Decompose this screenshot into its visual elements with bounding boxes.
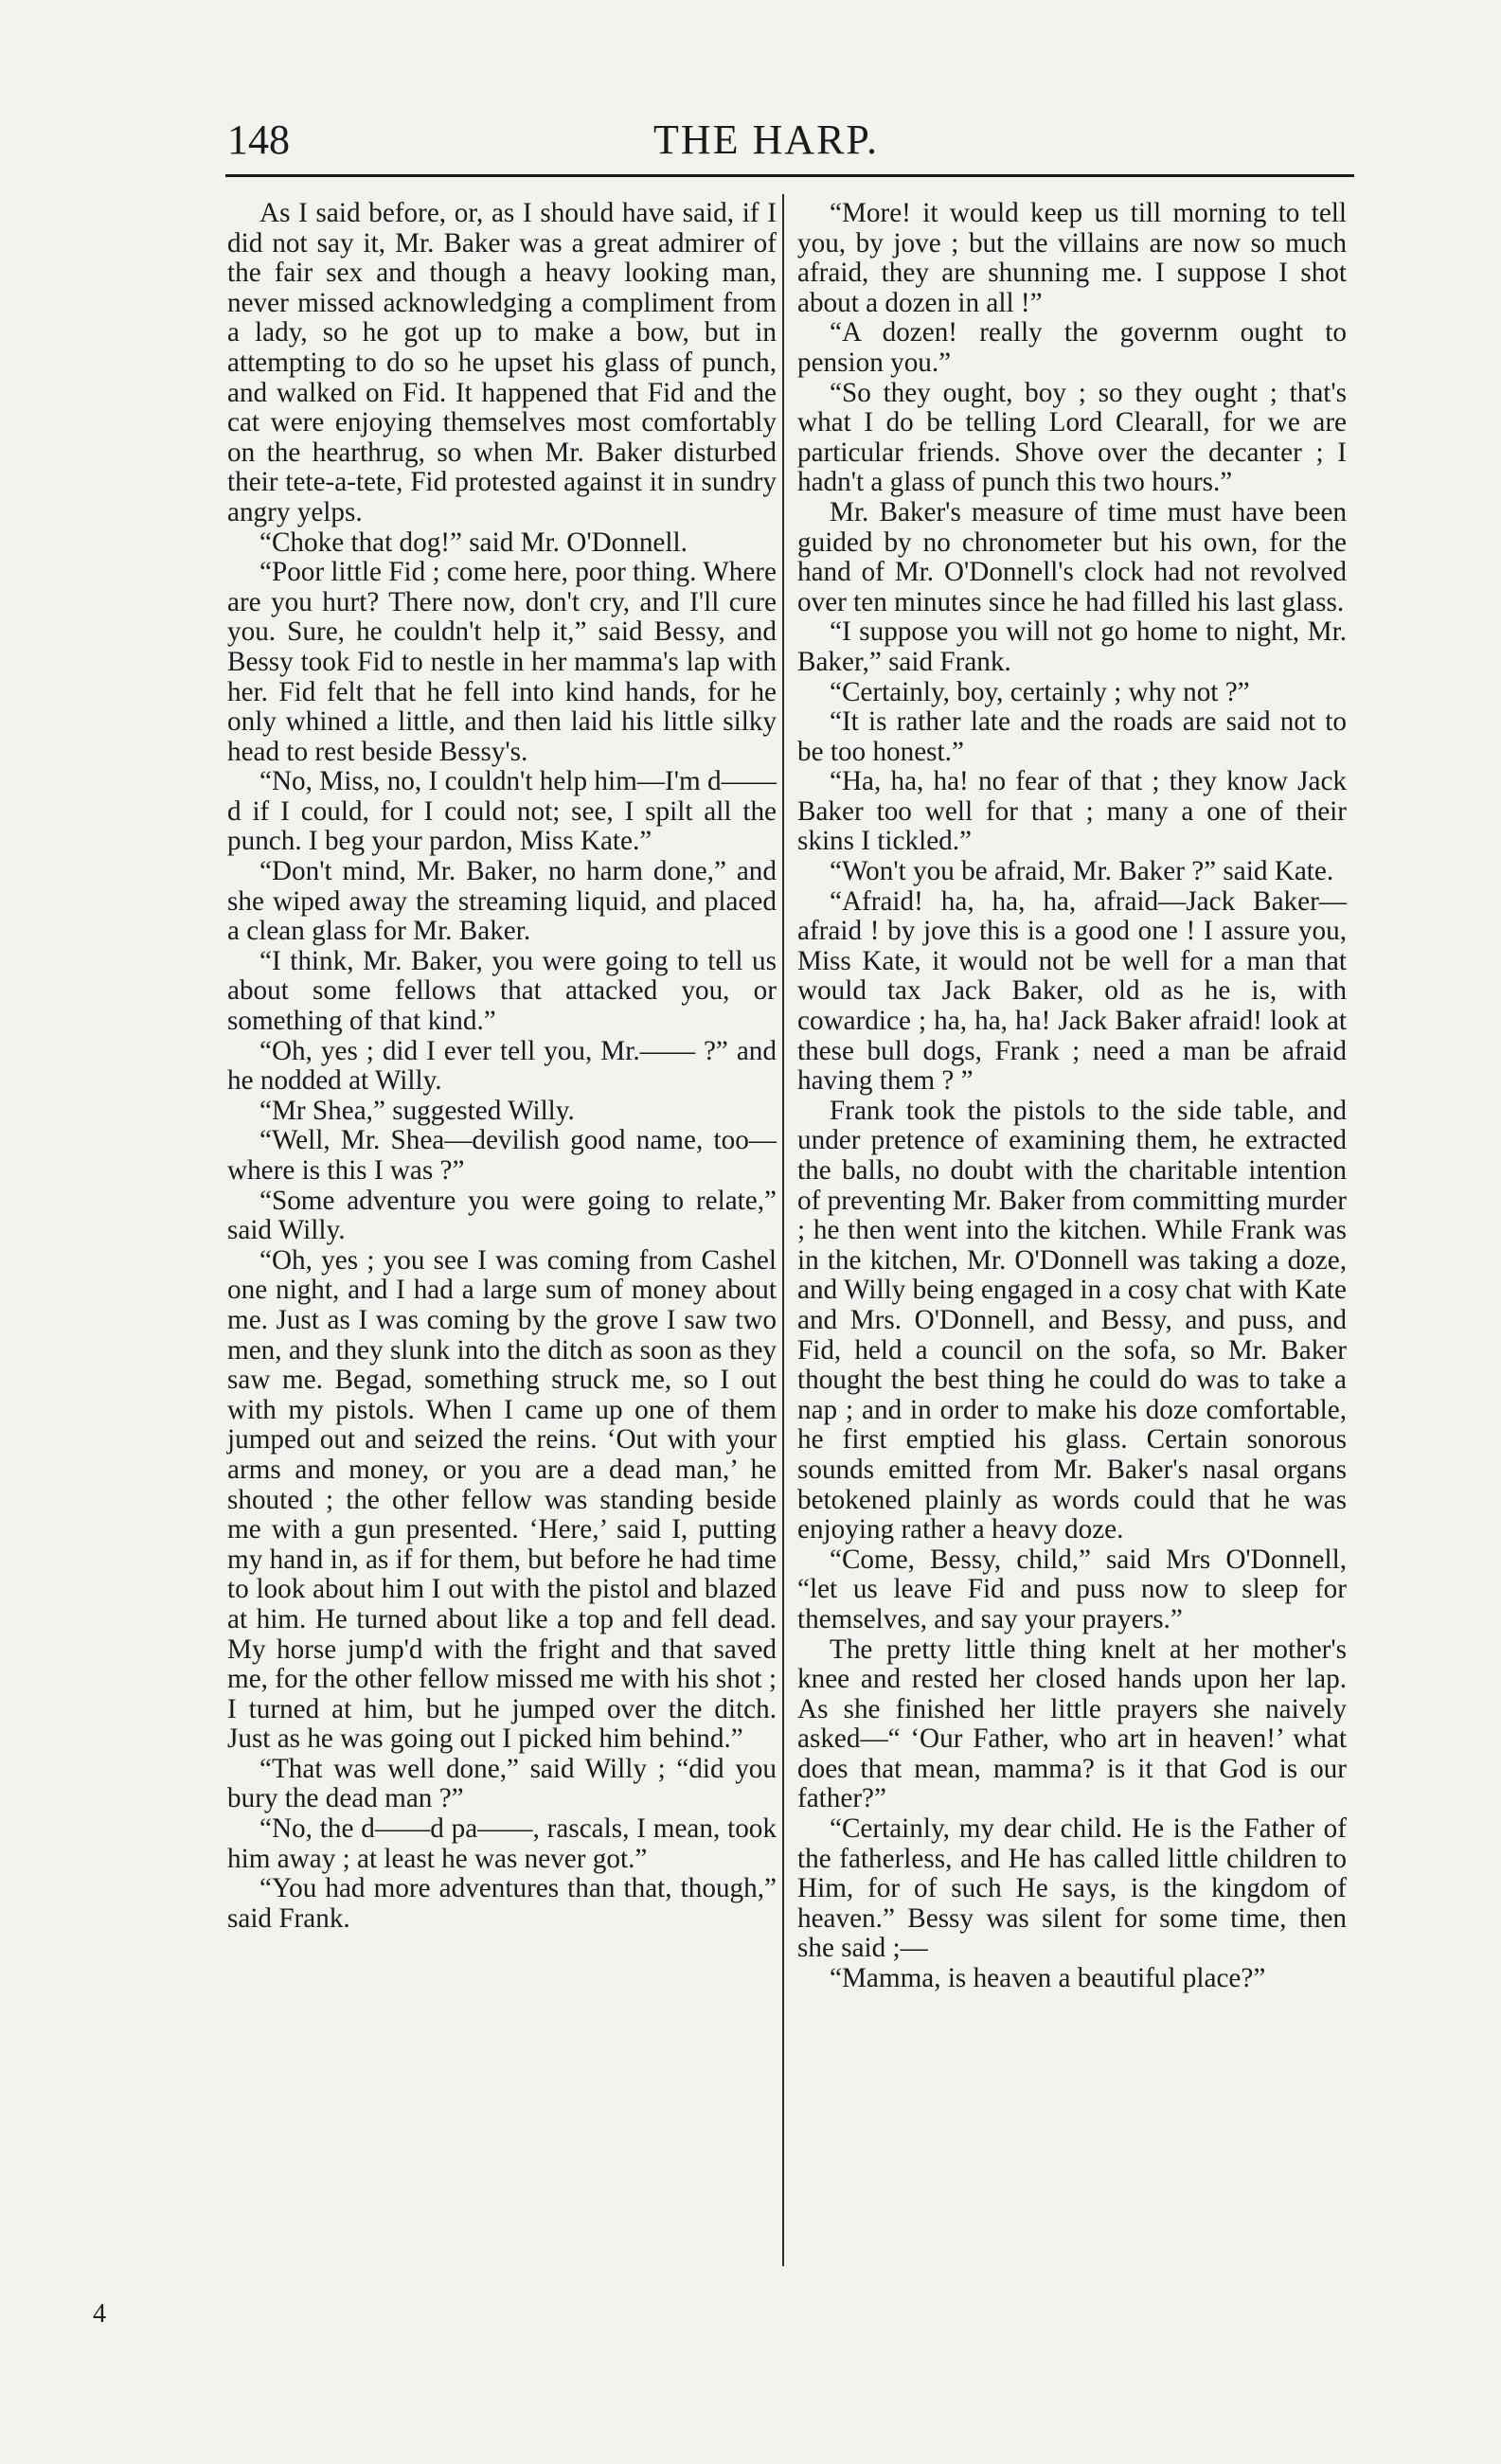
- paragraph: “Certainly, boy, certainly ; why not ?”: [830, 676, 1250, 707]
- paragraph: “Poor little Fid ; come here, poor thing. Where are you hurt? There now, don't cry, and I'll cure you. Sure, he couldn't help it,” said Bessy, and Bessy took Fid to nestle in her mamma's lap with her. Fid felt that he fell into kind hands, for he only whined a little, and then laid his little silky head to rest beside Bessy's.: [227, 557, 777, 767]
- paragraph: The pretty little thing knelt at her mother's knee and rested her closed hands upon her lap. As she finished her little prayers she naively asked—“ ‘Our Father, who art in heaven!’ what does that mean, mamma? is it that God is our father?”: [797, 1634, 1347, 1814]
- paragraph: “I think, Mr. Baker, you were going to tell us about some fellows that attacked you, or something of that kind.”: [227, 945, 777, 1037]
- paragraph: “Don't mind, Mr. Baker, no harm done,” and she wiped away the streaming liquid, and placed a clean glass for Mr. Baker.: [227, 856, 777, 947]
- column-divider: [782, 194, 784, 2266]
- paragraph: “I suppose you will not go home to night, Mr. Baker,” said Frank.: [797, 616, 1347, 677]
- paragraph: “More! it would keep us till morning to tell you, by jove ; but the villains are now so much afraid, they are shunning me. I suppose I shot about a dozen in all !”: [797, 198, 1347, 318]
- paragraph: Mr. Baker's measure of time must have been guided by no chronometer but his own, for the hand of Mr. O'Donnell's clock had not revolved over ten minutes since he had filled his last glass.: [797, 496, 1347, 617]
- paragraph: “You had more adventures than that, though,” said Frank.: [227, 1873, 777, 1934]
- paragraph: As I said before, or, as I should have said, if I did not say it, Mr. Baker was a great admirer of the fair sex and though a heavy looking man, never missed acknowledging a compliment from a lady, so he got up to make a bow, but in attempting to do so he upset his glass of punch, and walked on Fid. It happened that Fid and the cat were enjoying themselves most comfortably on the hearthrug, so when Mr. Baker disturbed their tete-a-tete, Fid protested against it in sundry angry yelps.: [227, 198, 777, 527]
- paragraph: “Won't you be afraid, Mr. Baker ?” said Kate.: [830, 856, 1334, 887]
- paragraph: “Mamma, is heaven a beautiful place?”: [830, 1963, 1266, 1994]
- paragraph: “No, the d——d pa——, rascals, I mean, took him away ; at least he was never got.”: [227, 1813, 777, 1874]
- paragraph: “Oh, yes ; you see I was coming from Cashel one night, and I had a large sum of money about me. Just as I was coming by the grove I saw two men, and they slunk into the ditch as soon as they saw me. Begad, something struck me, so I out with my pistols. When I came up one of them jumped out and seized the reins. ‘Out with your arms and money, or you are a dead man,’ he shouted ; the other fellow was standing beside me with a gun presented. ‘Here,’ said I, putting my hand in, as if for them, but before he had time to look about him I out with the pistol and blazed at him. He turned about like a top and fell dead. My horse jump'd with the fright and that saved me, for the other fellow missed me with his shot ; I turned at him, but he jumped over the ditch. Just as he was going out I picked him behind.”: [227, 1244, 777, 1755]
- right-column: [797, 199, 1347, 1994]
- header-rule: [225, 174, 1354, 177]
- paragraph: “Choke that dog!” said Mr. O'Donnell.: [259, 527, 688, 558]
- paragraph: “No, Miss, no, I couldn't help him—I'm d——d if I could, for I could not; see, I spilt all the punch. I beg your pardon, Miss Kate.”: [227, 766, 777, 857]
- paragraph: “Ha, ha, ha! no fear of that ; they know Jack Baker too well for that ; many a one of their skins I tickled.”: [797, 766, 1347, 857]
- paragraph: “Some adventure you were going to relate,” said Willy.: [227, 1185, 777, 1246]
- paragraph: “Oh, yes ; did I ever tell you, Mr.—— ?” and he nodded at Willy.: [227, 1035, 777, 1097]
- paragraph: “Well, Mr. Shea—devilish good name, too—where is this I was ?”: [227, 1125, 777, 1186]
- page-number: 148: [227, 116, 290, 163]
- paragraph: “So they ought, boy ; so they ought ; that's what I do be telling Lord Clearall, for we are particular friends. Shove over the decanter ; I hadn't a glass of punch this two hours.”: [797, 377, 1347, 498]
- paragraph: “Come, Bessy, child,” said Mrs O'Donnell, “let us leave Fid and puss now to sleep for themselves, and say your prayers.”: [797, 1544, 1347, 1634]
- paragraph: “Mr Shea,” suggested Willy.: [259, 1095, 575, 1126]
- paragraph: “A dozen! really the governm ought to pension you.”: [797, 317, 1347, 378]
- paragraph: “It is rather late and the roads are said not to be too honest.”: [797, 706, 1347, 767]
- paragraph: “That was well done,” said Willy ; “did you bury the dead man ?”: [227, 1753, 777, 1814]
- paragraph: “Afraid! ha, ha, ha, afraid—Jack Baker—afraid ! by jove this is a good one ! I assure you, Miss Kate, it would not be well for a man that would tax Jack Baker, old as he is, with cowardice ; ha, ha, ha! Jack Baker afraid! look at these bull dogs, Frank ; need a man be afraid having them ? ”: [797, 885, 1347, 1097]
- paragraph: “Certainly, my dear child. He is the Father of the fatherless, and He has called little children to Him, for of such He says, is the kingdom of heaven.” Bessy was silent for some time, then she said ;—: [797, 1813, 1347, 1964]
- running-title: THE HARP.: [653, 116, 880, 163]
- paragraph: Frank took the pistols to the side table, and under pretence of examining them, he extracted the balls, no doubt with the charitable intention of preventing Mr. Baker from committing murder ; he then went into the kitchen. While Frank was in the kitchen, Mr. O'Donnell was taking a doze, and Willy being engaged in a cosy chat with Kate and Mrs. O'Donnell, and Bessy, and puss, and Fid, held a council on the sofa, so Mr. Baker thought the best thing he could do was to take a nap ; and in order to make his doze comfortable, he first emptied his glass. Certain sonorous sounds emitted from Mr. Baker's nasal organs betokened plainly as words could that he was enjoying rather a heavy doze.: [797, 1095, 1347, 1545]
- stray-ink-mark: 4: [93, 2299, 106, 2329]
- left-column: [227, 199, 777, 1934]
